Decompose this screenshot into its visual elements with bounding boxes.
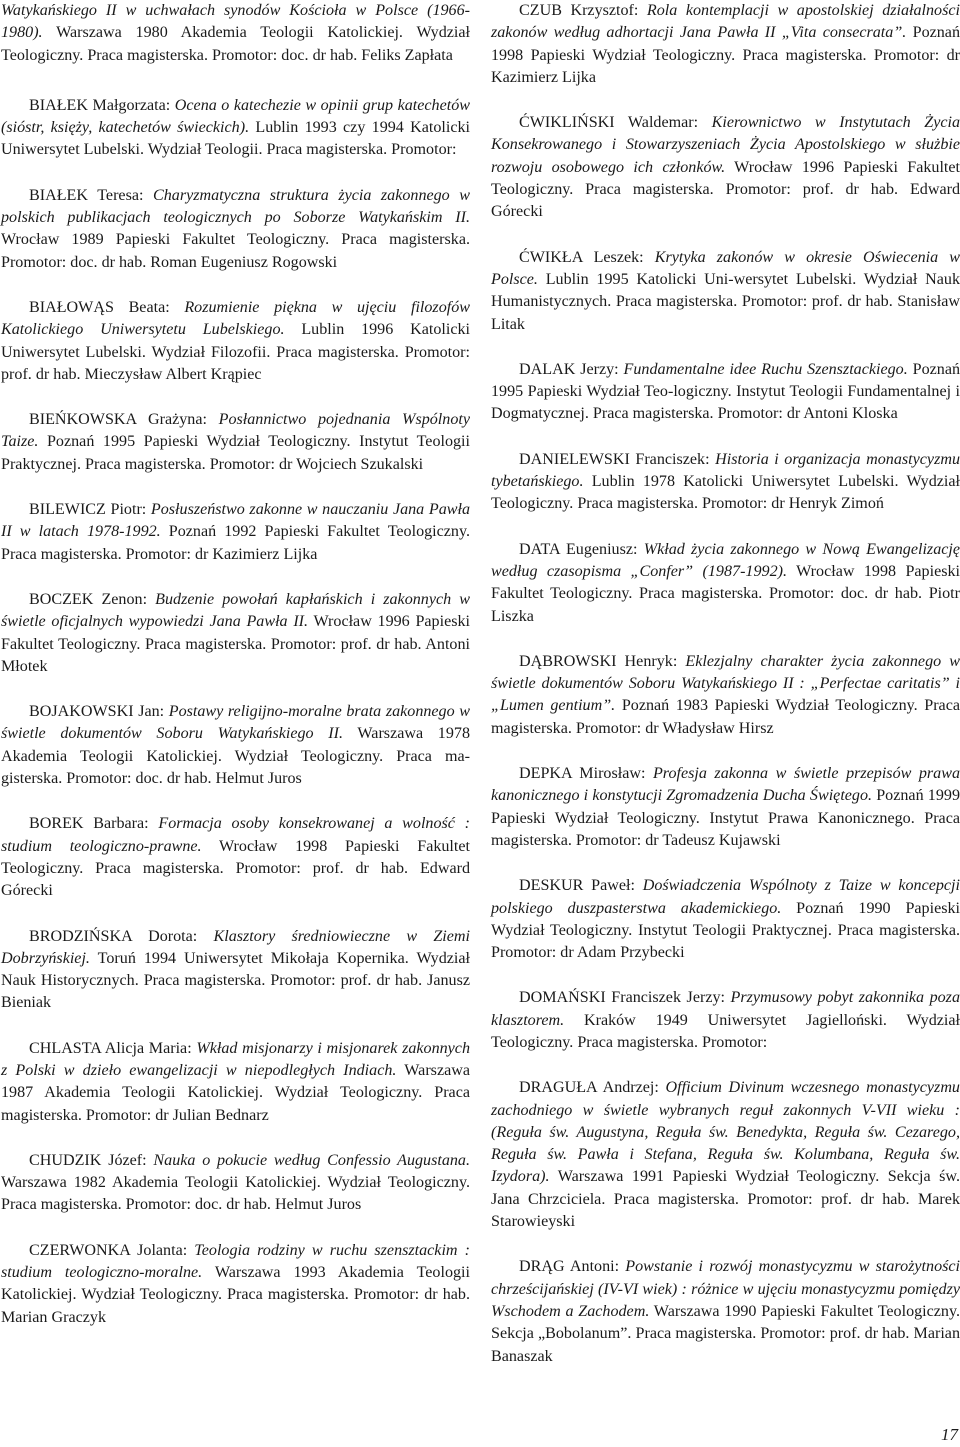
entry-title: Doświadczenia Wspólnoty z Taize w koncepcji polskiego duszpasterstwa akademickiego. (491, 877, 960, 917)
entry-details: Lublin 1996 Katolicki Uniwersytet Lubelski. Wydział Filozofii. Praca magisterska. Promotor: prof. dr hab. Mieczysław Albert Krąpiec (1, 321, 470, 383)
entry-details: Wrocław 1996 Papieski Fakultet Teologiczny. Praca magisterska. Promotor: prof. dr hab. Edward Górecki (491, 158, 960, 221)
entry-details: Poznań 1998 Papieski Wydział Teologiczny. Praca magisterska. Promotor: dr Kazimierz Lijka (491, 24, 960, 86)
entry-author: BIEŃKOWSKA Grażyna: (29, 411, 219, 429)
bibliography-entry (1, 1240, 470, 1329)
entry-title: Kierownictwo w Instytutach Życia Konsekrowanego i Stowarzyszeniach Życia Apostolskiego w służbie rozwoju osobowego ich członków. (491, 114, 960, 176)
entry-details: Warszawa 1987 Akademia Teologii Katolickiej. Wydział Teologiczny. Praca magisterska. Promotor: dr Julian Bednarz (1, 1061, 470, 1124)
entry-author: BOJAKOWSKI Jan: (29, 703, 169, 721)
entry-author: DĄBROWSKI Henryk: (519, 652, 686, 670)
right-column (491, 0, 960, 1391)
entry-title: Posłannictwo pojednania Wspólnoty Taize. (1, 411, 470, 451)
bibliography-entry (1, 409, 470, 476)
entry-title: Wkład życia zakonnego w Nową Ewangelizację według czasopisma „Confer” (1987-1992). (491, 540, 960, 580)
entry-author: DANIELEWSKI Franciszek: (519, 450, 716, 468)
entry-title: Watykańskiego II w uchwałach synodów Kościoła w Polsce (1966-1980). (1, 2, 470, 42)
entry-details: Poznań 1983 Papieski Wydział Teologiczny. Praca magisterska. Promotor: dr Władysław Hirsz (491, 697, 960, 737)
bibliography-entry (491, 1256, 960, 1367)
entry-author: ĆWIKŁA Leszek: (519, 248, 655, 266)
bibliography-entry (1, 1038, 470, 1127)
entry-details: Warszawa 1993 Akademia Teologii Katolickiej. Wydział Teologiczny. Praca magisterska. Promotor: dr hab. Marian Graczyk (1, 1264, 470, 1326)
bibliography-entry (491, 539, 960, 628)
bibliography-entry (491, 1077, 960, 1233)
entry-author: DESKUR Paweł: (519, 877, 643, 895)
entry-details: Warszawa 1991 Papieski Wydział Teologiczny. Sekcja św. Jana Chrzciciela. Praca magisterska. Promotor: prof. dr hab. Marek Starowieyski (491, 1168, 960, 1231)
entry-author: DEPKA Mirosław: (519, 765, 653, 783)
entry-title: Charyzmatyczna struktura życia zakonnego w polskich publikacjach teologicznych po Soborze Watykańskim II. (1, 186, 470, 227)
bibliography-entry (1, 0, 470, 67)
entry-title: Krytyka zakonów w okresie Oświecenia w Polsce. (491, 248, 960, 288)
entry-title: Ocena o katechezie w opinii grup katechetów (sióstr, księży, katechetów świeckich). (1, 96, 470, 137)
entry-title: Budzenie powołań kapłańskich i zakonnych w świetle oficjalnych wypowiedzi Jana Pawła II. (1, 590, 470, 631)
entry-title: Formacja osoby konsekrowanej a wolność : studium teologiczno-prawne. (1, 815, 470, 855)
entry-title: Officium Divinum wczesnego monastycyzmu zachodniego w świetle wybranych reguł zakonnych V-VII wieku : (Reguła św. Augustyna, Reguła św. Benedykta, Reguła św. Cezarego, Reguła św. Pawła i Stefana, Reguła św. Kolumbana, Reguła św. Izydora). (491, 1079, 960, 1186)
entry-title: Posłuszeństwo zakonne w nauczaniu Jana Pawła II w latach 1978-1992. (1, 501, 470, 541)
entry-title: Rola kontemplacji w apostolskiej działalności zakonów według adhortacji Jana Pawła II „Vita consecrata”. (491, 2, 960, 42)
entry-details: Wrocław 1996 Papieski Fakultet Teologiczny. Praca magisterska. Promotor: prof. dr hab. Antoni Młotek (1, 613, 470, 675)
bibliography-entry (491, 763, 960, 852)
entry-title: Eklezjalny charakter życia zakonnego w świetle dokumentów Soboru Watykańskiego II : „Perfectae caritatis” i „Lumen gentium”. (491, 652, 960, 715)
entry-author: BIAŁEK Małgorzata: (29, 96, 175, 114)
entry-author: CHLASTA Alicja Maria: (29, 1039, 197, 1057)
entry-details: Wrocław 1998 Papieski Fakultet Teologiczny. Praca magisterska. Promotor: doc. dr hab. Piotr Liszka (491, 562, 960, 625)
entry-title: Powstanie i rozwój monastycyzmu w starożytności chrześcijańskiej (IV-VI wiek) : różnice w ujęciu monastycyzmu pomiędzy Wschodem a Zachodem. (491, 1258, 960, 1320)
bibliography-entry (491, 112, 960, 223)
entry-author: BIAŁEK Teresa: (29, 186, 153, 204)
entry-title: Profesja zakonna w świetle przepisów prawa kanonicznego i konstytucji Zgromadzenia Ducha Świętego. (491, 765, 960, 805)
entry-details: Lublin 1978 Katolicki Uniwersytet Lubelski. Wydział Teologiczny. Praca magisterska. Promotor: dr Henryk Zimoń (491, 473, 960, 513)
entry-author: BIAŁOWĄS Beata: (29, 298, 185, 316)
entry-details: Poznań 1995 Papieski Wydział Teologiczny. Instytut Teologii Praktycznej. Praca magisterska. Promotor: dr Wojciech Szukalski (1, 433, 470, 473)
entry-details: Lublin 1995 Katolicki Uni-wersytet Lubelski. Wydział Nauk Humanistycznych. Praca magisterska. Promotor: prof. dr hab. Stanisław Litak (491, 270, 960, 333)
entry-author: CZERWONKA Jolanta: (29, 1241, 195, 1259)
bibliography-entry (1, 926, 470, 1015)
entry-details: Warszawa 1982 Akademia Teologii Katolickiej. Wydział Teologiczny. Praca magisterska. Promotor: doc. dr hab. Helmut Juros (1, 1174, 470, 1214)
entry-author: BRODZIŃSKA Dorota: (29, 927, 214, 945)
entry-details: Poznań 1992 Papieski Fakultet Teologiczny. Praca magisterska. Promotor: dr Kazimierz Lijka (1, 523, 470, 563)
entry-details: Warszawa 1980 Akademia Teologii Katolickiej. Wydział Teologiczny. Praca magisterska. Promotor: doc. dr hab. Feliks Zapłata (1, 24, 470, 64)
entry-title: Klasztory średniowieczne w Ziemi Dobrzyńskiej. (1, 927, 471, 967)
entry-details: Lublin 1993 czy 1994 Katolicki Uniwersytet Lubelski. Wydział Teologii. Praca magisterska. Promotor: (1, 119, 470, 159)
entry-author: DATA Eugeniusz: (519, 540, 644, 558)
entry-title: Nauka o pokucie według Confessio Augustana. (153, 1151, 471, 1169)
bibliography-entry (491, 359, 960, 426)
page-number: 17 (941, 1425, 958, 1444)
entry-author: DRĄG Antoni: (519, 1258, 626, 1276)
entry-author: BOCZEK Zenon: (29, 590, 156, 608)
entry-details: Wrocław 1989 Papieski Fakultet Teologiczny. Praca magisterska. Promotor: doc. dr hab. Roman Eugeniusz Rogowski (1, 231, 470, 271)
entry-author: BOREK Barbara: (29, 815, 159, 833)
entry-author: DRAGUŁA Andrzej: (519, 1079, 666, 1097)
bibliography-entry (491, 875, 960, 964)
entry-details: Toruń 1994 Uniwersytet Mikołaja Kopernika. Wydział Nauk Historycznych. Praca magisterska. Promotor: prof. dr hab. Janusz Bieniak (1, 949, 470, 1012)
entry-details: Warszawa 1990 Papieski Fakultet Teologiczny. Sekcja „Bobolanum”. Praca magisterska. Promotor: prof. dr hab. Marian Banaszak (491, 1302, 960, 1365)
entry-details: Poznań 1999 Papieski Wydział Teologiczny. Instytut Prawa Kanonicznego. Praca magisterska. Promotor: dr Tadeusz Kujawski (491, 787, 960, 849)
bibliography-entry (491, 987, 960, 1054)
entry-author: DOMAŃSKI Franciszek Jerzy: (519, 989, 731, 1007)
entry-details: Warszawa 1978 Akademia Teologii Katolickiej. Wydział Teologiczny. Praca ma-gisterska. Promotor: doc. dr hab. Helmut Juros (1, 725, 470, 788)
bibliography-entry (1, 701, 470, 790)
bibliography-entry (491, 449, 960, 516)
entry-title: Postawy religijno-moralne brata zakonnego w świetle dokumentów Soboru Watykańskiego II. (1, 703, 470, 743)
bibliography-entry (491, 247, 960, 336)
entry-details: Poznań 1995 Papieski Wydział Teo-logiczny. Instytut Teologii Fundamentalnej i Dogmatycznej. Praca magisterska. Promotor: dr Antoni Kloska (491, 360, 960, 423)
entry-author: BILEWICZ Piotr: (29, 501, 151, 519)
entry-title: Wkład misjonarzy i misjonarek zakonnych z Polski w dzieło ewangelizacji w niepodległych Indiach. (1, 1039, 470, 1079)
bibliography-entry (1, 1150, 470, 1217)
left-column (1, 0, 470, 1352)
entry-title: Rozumienie piękna w ujęciu filozofów Katolickiego Uniwersytetu Lubelskiego. (1, 298, 470, 339)
entry-title: Teologia rodziny w ruchu szensztackim : studium teologiczno-moralne. (1, 1241, 470, 1282)
entry-details: Wrocław 1998 Papieski Fakultet Teologiczny. Praca magisterska. Promotor: prof. dr hab. Edward Górecki (1, 837, 470, 900)
entry-author: DALAK Jerzy: (519, 360, 624, 378)
entry-author: CZUB Krzysztof: (519, 2, 647, 19)
entry-title: Fundamentalne idee Ruchu Szensztackiego. (623, 360, 908, 378)
bibliography-entry (491, 651, 960, 740)
entry-title: Przymusowy pobyt zakonnika poza klasztorem. (491, 989, 960, 1029)
entry-details: Poznań 1990 Papieski Wydział Teologiczny. Instytut Teologii Praktycznej. Praca magisterska. Promotor: dr Adam Przybecki (491, 899, 960, 962)
entry-details: Kraków 1949 Uniwersytet Jagielloński. Wydział Teologiczny. Praca magisterska. Promotor: (491, 1011, 960, 1051)
bibliography-entry (1, 813, 470, 902)
entry-author: CHUDZIK Józef: (29, 1151, 154, 1169)
bibliography-entry (491, 0, 960, 89)
bibliography-entry (1, 499, 470, 566)
bibliography-entry (1, 95, 470, 162)
bibliography-entry (1, 589, 470, 678)
bibliography-entry (1, 297, 470, 386)
entry-author: ĆWIKLIŃSKI Waldemar: (519, 114, 712, 132)
entry-title: Historia i organizacja monastycyzmu tybetańskiego. (491, 450, 960, 491)
bibliography-entry (1, 185, 470, 274)
